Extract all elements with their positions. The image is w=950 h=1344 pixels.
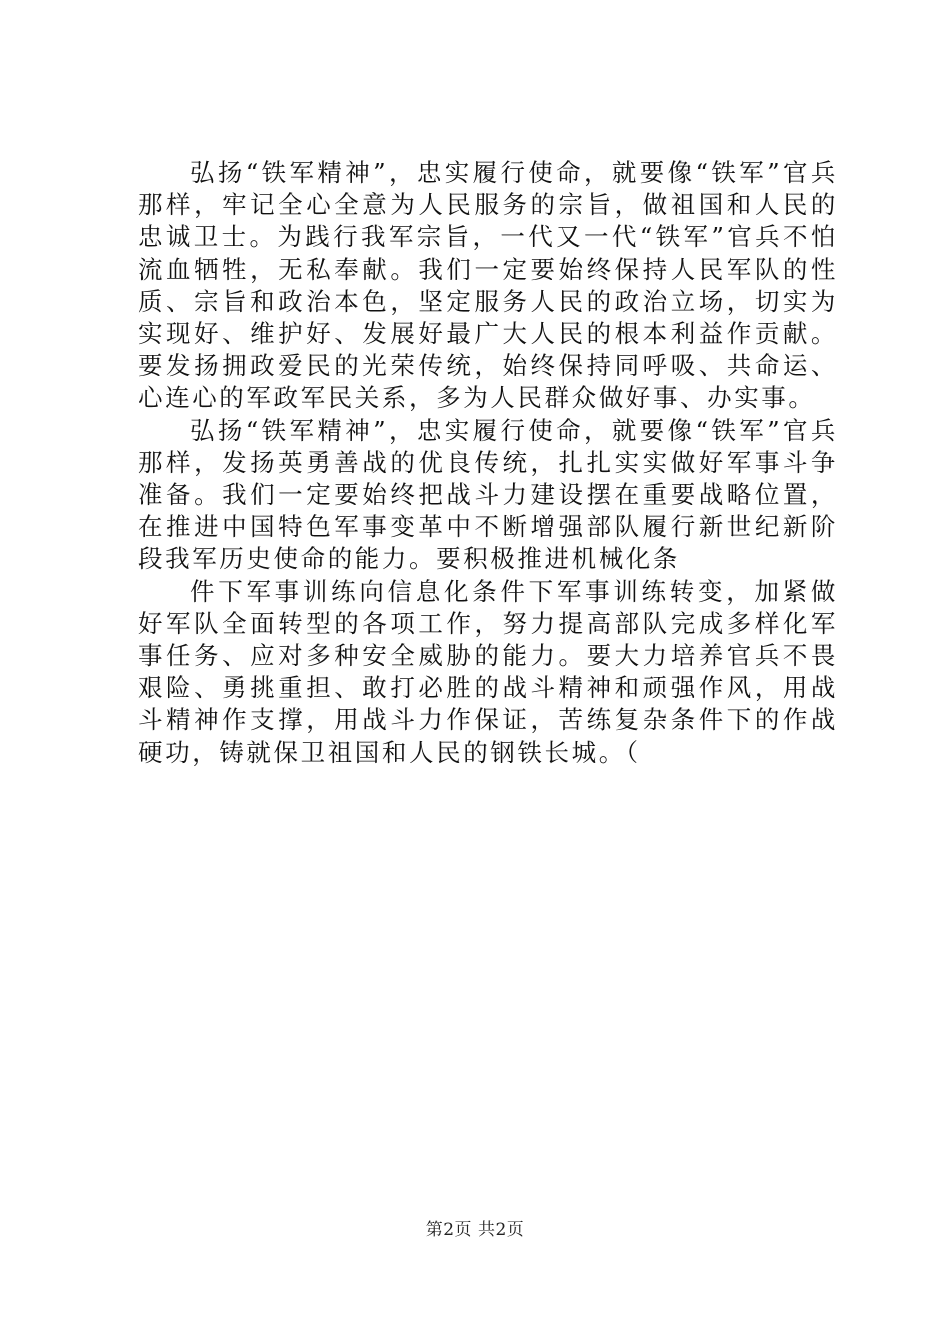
- paragraph-3: 件下军事训练向信息化条件下军事训练转变，加紧做好军队全面转型的各项工作，努力提高部队完成多样化军事任务、应对多种安全威胁的能力。要大力培养官兵不畏艰险、勇挑重担、敢打必胜的战斗精神和顽强作风，用战斗精神作支撑，用战斗力作保证，苦练复杂条件下的作战硬功，铸就保卫祖国和人民的钢铁长城。（: [138, 576, 838, 767]
- page-number-footer: 第2页 共2页: [425, 1220, 525, 1240]
- paragraph-1: 弘扬“铁军精神”，忠实履行使命，就要像“铁军”官兵那样，牢记全心全意为人民服务的宗旨，做祖国和人民的忠诚卫士。为践行我军宗旨，一代又一代“铁军”官兵不怕流血牺牲，无私奉献。我们一定要始终保持人民军队的性质、宗旨和政治本色，坚定服务人民的政治立场，切实为实现好、维护好、发展好最广大人民的根本利益作贡献。要发扬拥政爱民的光荣传统，始终保持同呼吸、共命运、心连心的军政军民关系，多为人民群众做好事、办实事。: [138, 158, 838, 413]
- document-body: [138, 157, 838, 769]
- paragraph-2: 弘扬“铁军精神”，忠实履行使命，就要像“铁军”官兵那样，发扬英勇善战的优良传统，扎扎实实做好军事斗争准备。我们一定要始终把战斗力建设摆在重要战略位置，在推进中国特色军事变革中不断增强部队履行新世纪新阶段我军历史使命的能力。要积极推进机械化条: [138, 415, 838, 574]
